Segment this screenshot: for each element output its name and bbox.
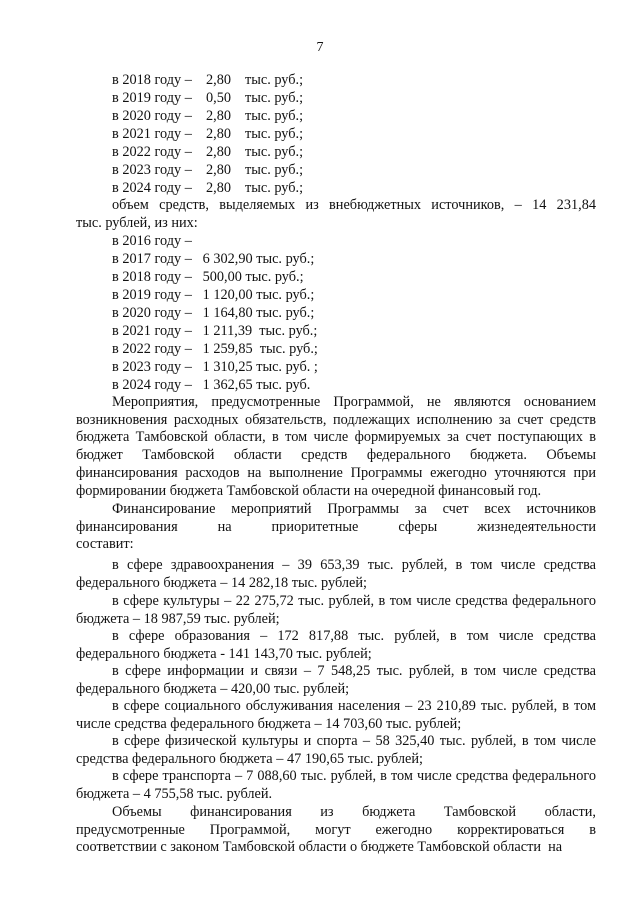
list-item: в 2019 году – 1 120,00 тыс. руб.; [112, 287, 315, 303]
sphere-sport: в сфере физической культуры и спорта – 58 325,40 тыс. рублей, в том числе средства федерального бюджета – 47 190,65 тыс. рублей; [76, 733, 596, 767]
list-item: в 2022 году – 1 259,85 тыс. руб.; [112, 341, 318, 357]
list-item: в 2023 году – 2,80 тыс. руб.; [112, 162, 304, 178]
list-item: в 2018 году – 500,00 тыс. руб.; [112, 269, 304, 285]
list-item: в 2018 году – 2,80 тыс. руб.; [112, 72, 304, 88]
list-item: в 2020 году – 1 164,80 тыс. руб.; [112, 305, 315, 321]
paragraph-financing-spheres: Финансирование мероприятий Программы за счет всех источников финансирования на приоритетные сферы жизнедеятельности составит: [76, 501, 596, 553]
extra-budget-line: объем средств, выделяемых из внебюджетных источников, – 14 231,84 [112, 197, 596, 213]
list-item: в 2021 году – 1 211,39 тыс. руб.; [112, 323, 318, 339]
sphere-information: в сфере информации и связи – 7 548,25 тыс. рублей, в том числе средства федерального бюджета – 420,00 тыс. рублей; [76, 663, 596, 697]
spread-line: предусмотренные Программой, могут ежегодно корректироваться в [76, 821, 596, 838]
spread-line: финансирования на приоритетные сферы жизнедеятельности [76, 518, 596, 535]
list-item: в 2023 году – 1 310,25 тыс. руб. ; [112, 359, 318, 375]
list-item: в 2020 году – 2,80 тыс. руб.; [112, 108, 304, 124]
sphere-education: в сфере образования – 172 817,88 тыс. рублей, в том числе средства федерального бюджета - 141 143,70 тыс. рублей; [76, 628, 596, 662]
list-item: в 2024 году – 2,80 тыс. руб.; [112, 180, 304, 196]
sphere-transport: в сфере транспорта – 7 088,60 тыс. рублей, в том числе средства федерального бюджета – 4 755,58 тыс. рублей. [76, 768, 596, 802]
extra-budget-line: тыс. рублей, из них: [76, 215, 198, 231]
sphere-culture: в сфере культуры – 22 275,72 тыс. рублей, в том числе средства федерального бюджета – 18 987,59 тыс. рублей; [76, 593, 596, 627]
page-number: 7 [316, 40, 324, 55]
list-item: в 2019 году – 0,50 тыс. руб.; [112, 90, 304, 106]
list-item: в 2022 году – 2,80 тыс. руб.; [112, 144, 304, 160]
list-item: в 2021 году – 2,80 тыс. руб.; [112, 126, 304, 142]
sphere-health: в сфере здравоохранения – 39 653,39 тыс. рублей, в том числе средства федерального бюджета – 14 282,18 тыс. рублей; [76, 557, 596, 591]
list-item: в 2016 году – [112, 233, 192, 249]
sphere-social: в сфере социального обслуживания населения – 23 210,89 тыс. рублей, в том числе средства федерального бюджета – 14 703,60 тыс. рублей; [76, 698, 596, 732]
paragraph-obligations: Мероприятия, предусмотренные Программой, не являются основанием возникновения расходных обязательств, подлежащих исполнению за счет средств бюджета Тамбовской области, в том числе формируемых за счет поступающих в бюджет Тамбовской области средств федерального бюджета. Объемы финансирования расходов на выполнение Программы ежегодно уточняются при формировании бюджета Тамбовской области на очередной финансовый год. [76, 394, 596, 499]
list-item: в 2017 году – 6 302,90 тыс. руб.; [112, 251, 315, 267]
spread-line: Объемы финансирования из бюджета Тамбовской области, [112, 804, 596, 820]
paragraph-correction: Объемы финансирования из бюджета Тамбовской области, предусмотренные Программой, могут ежегодно корректироваться в соответствии с законом Тамбовской области о бюджете Тамбовской области на [76, 804, 596, 856]
list-item: в 2024 году – 1 362,65 тыс. руб. [112, 377, 311, 393]
